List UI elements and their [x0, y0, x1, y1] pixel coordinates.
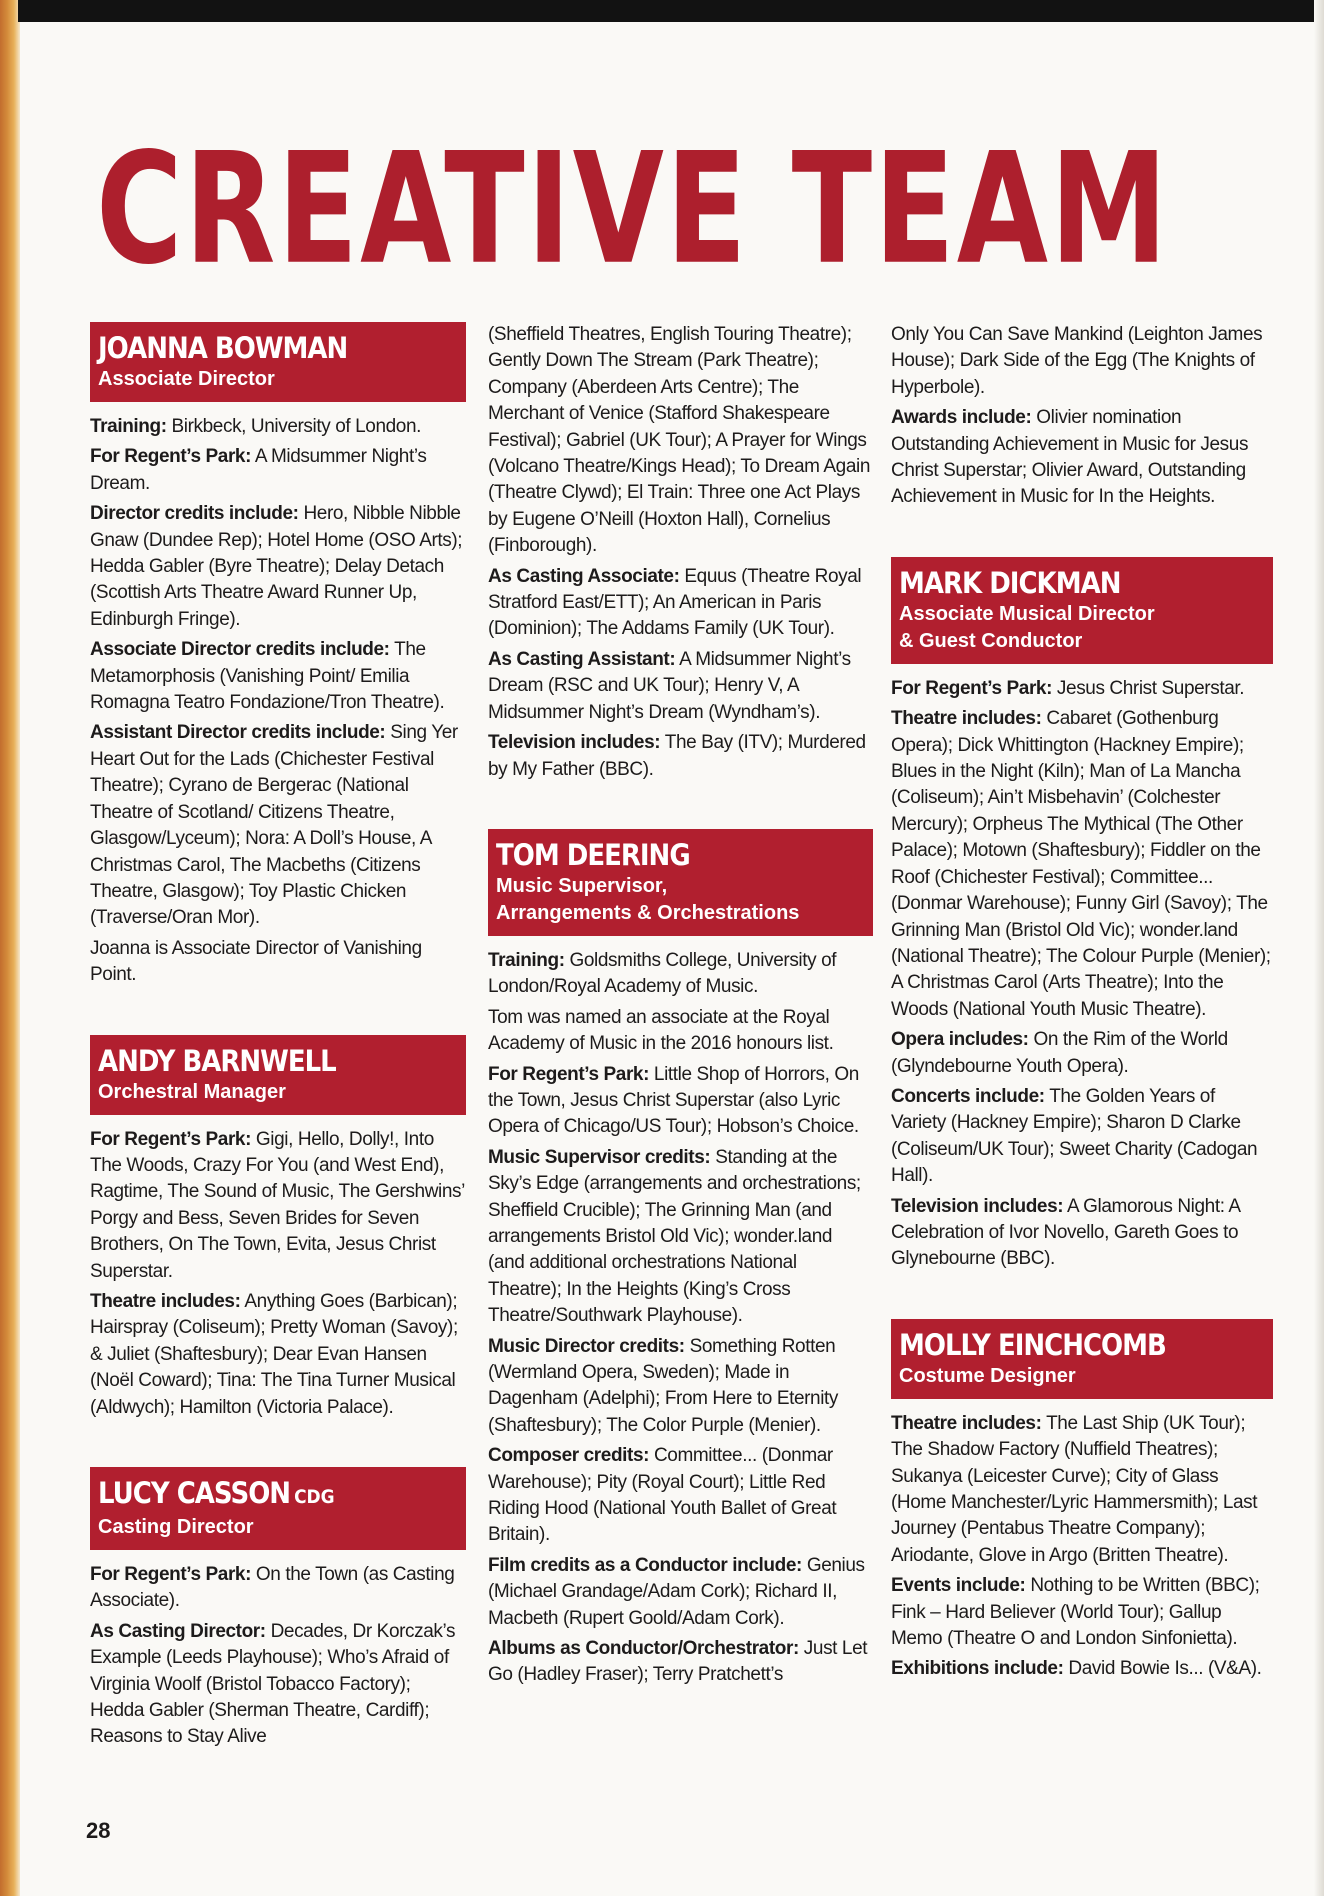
- bio-paragraph: Training: Birkbeck, University of London.: [90, 416, 422, 437]
- bio-role: Music Supervisor,: [496, 874, 668, 897]
- bio-paragraph: Television includes: A Glamorous Night: A Celebration of Ivor Novello, Gareth Goes to Glynebourne (BBC).: [891, 1195, 1240, 1270]
- bio-role: Associate Director: [98, 368, 275, 390]
- page-title: CREATIVE TEAM: [96, 118, 1170, 299]
- bio-tom-deering: [488, 829, 873, 1689]
- bio-paragraph: Joanna is Associate Director of Vanishing Point.: [90, 937, 422, 986]
- bio-paragraph: Assistant Director credits include: Sing Yer Heart Out for the Lads (Chichester Festival Theatre); Cyrano de Bergerac (National Theatre of Scotland/ Citizens Theatre, Glasgow/Lyceum); Nora: A Doll’s House, A Christmas Carol, The Macbeths (Citizens Theatre, Glasgow); Toy Plastic Chicken (Traverse/Oran Mor).: [90, 722, 458, 929]
- bio-paragraph: As Casting Assistant: A Midsummer Night’s Dream (RSC and UK Tour); Henry V, A Midsummer Night’s Dream (Wyndham’s).: [488, 648, 851, 723]
- bio-paragraph: Theatre includes: Anything Goes (Barbican); Hairspray (Coliseum); Pretty Woman (Savoy); & Juliet (Shaftesbury); Dear Evan Hansen (Noël Coward); Tina: The Tina Turner Musical (Aldwych); Hamilton (Victoria Palace).: [90, 1290, 458, 1418]
- bio-role: Arrangements & Orchestrations: [496, 901, 800, 924]
- bio-mark-dickman: [891, 557, 1273, 1273]
- bio-role: Costume Designer: [899, 1364, 1076, 1387]
- bio-paragraph: Only You Can Save Mankind (Leighton James House); Dark Side of the Egg (The Knights of Hyperbole).: [891, 324, 1263, 398]
- bio-paragraph: As Casting Director: Decades, Dr Korczak’s Example (Leeds Playhouse); Who’s Afraid of Virginia Woolf (Bristol Tobacco Factory); Hedda Gabler (Sherman Theatre, Cardiff); Reasons to Stay Alive: [90, 1620, 456, 1748]
- bio-header: [90, 1467, 466, 1550]
- bio-paragraph: For Regent’s Park: Little Shop of Horrors, On the Town, Jesus Christ Superstar (also Lyric Opera of Chicago/US Tour); Hobson’s Choice.: [488, 1063, 859, 1138]
- scan-top-edge: [18, 0, 1324, 22]
- bio-paragraph: Film credits as a Conductor include: Genius (Michael Grandage/Adam Cork); Richard II, Macbeth (Rupert Goold/Adam Cork).: [488, 1554, 865, 1629]
- bio-role: Casting Director: [98, 1516, 254, 1538]
- cdg-suffix: CDG: [294, 1485, 335, 1509]
- bio-lucy-casson: [90, 1467, 466, 1751]
- column-1: [90, 322, 466, 1755]
- bio-role: Orchestral Manager: [98, 1080, 286, 1103]
- bio-lucy-casson-continued: [488, 322, 873, 783]
- bio-paragraph: As Casting Associate: Equus (Theatre Royal Stratford East/ETT); An American in Paris (Dominion); The Addams Family (UK Tour).: [488, 565, 862, 640]
- bio-name: TOM DEERING: [496, 839, 690, 873]
- bio-paragraph: Events include: Nothing to be Written (BBC); Fink – Hard Believer (World Tour); Gallup Memo (Theatre O and London Sinfonietta).: [891, 1575, 1260, 1650]
- bio-name: ANDY BARNWELL: [98, 1044, 336, 1079]
- bio-name: LUCY CASSON CDG: [98, 1477, 335, 1511]
- column-2: [488, 322, 873, 1693]
- bio-header: [891, 557, 1273, 664]
- bio-paragraph: For Regent’s Park: Jesus Christ Superstar.: [891, 677, 1245, 699]
- bio-header: [90, 322, 466, 402]
- scan-right-edge: [1314, 0, 1324, 1896]
- bio-joanna-bowman: [90, 322, 466, 989]
- bio-role: & Guest Conductor: [899, 629, 1083, 652]
- bio-paragraph: Television includes: The Bay (ITV); Murdered by My Father (BBC).: [488, 732, 866, 780]
- bio-paragraph: Exhibitions include: David Bowie Is... (V&A).: [891, 1658, 1262, 1680]
- magazine-spine: [0, 0, 20, 1896]
- bio-name: JOANNA BOWMAN: [98, 332, 348, 366]
- column-3: [891, 322, 1273, 1687]
- bio-paragraph: Theatre includes: Cabaret (Gothenburg Opera); Dick Whittington (Hackney Empire); Blues in the Night (Kiln); Man of La Mancha (Coliseum); Ain’t Misbehavin’ (Colchester Mercury); Orpheus The Mythical (The Other Palace); Motown (Shaftesbury); Fiddler on the Roof (Chichester Festival); Committee... (Donmar Warehouse); Funny Girl (Savoy); The Grinning Man (Bristol Old Vic); wonder.land (National Theatre); The Colour Purple (Menier); A Christmas Carol (Arts Theatre); Into the Woods (National Youth Music Theatre).: [891, 708, 1271, 1020]
- bio-molly-einchcomb: [891, 1319, 1273, 1683]
- bio-paragraph: Tom was named an associate at the Royal Academy of Music in the 2016 honours list.: [488, 1006, 834, 1055]
- bio-paragraph: Music Supervisor credits: Standing at the Sky’s Edge (arrangements and orchestrations; Sheffield Crucible); The Grinning Man (and arrangements Bristol Old Vic); wonder.land (and additional orchestrations National Theatre); In the Heights (King’s Cross Theatre/Southwark Playhouse).: [488, 1146, 861, 1327]
- bio-paragraph: For Regent’s Park: Gigi, Hello, Dolly!, Into The Woods, Crazy For You (and West End), Ragtime, The Sound of Music, The Gershwins’ Porgy and Bess, Seven Brides for Seven Brothers, On The Town, Evita, Jesus Christ Superstar.: [90, 1128, 465, 1282]
- bio-header: [891, 1319, 1273, 1399]
- bio-paragraph: Director credits include: Hero, Nibble Nibble Gnaw (Dundee Rep); Hotel Home (OSO Arts); Hedda Gabler (Byre Theatre); Delay Detach (Scottish Arts Theatre Award Runner Up, Edinburgh Fringe).: [90, 503, 463, 630]
- bio-header: [90, 1035, 466, 1115]
- bio-paragraph: Awards include: Olivier nomination Outstanding Achievement in Music for Jesus Christ Superstar; Olivier Award, Outstanding Achievement in Music for In the Heights.: [891, 407, 1249, 508]
- bio-paragraph: Training: Goldsmiths College, University of London/Royal Academy of Music.: [488, 949, 837, 998]
- bio-andy-barnwell: [90, 1035, 466, 1421]
- bio-paragraph: Opera includes: On the Rim of the World (Glyndebourne Youth Opera).: [891, 1029, 1228, 1077]
- bio-paragraph: Composer credits: Committee... (Donmar Warehouse); Pity (Royal Court); Little Red Riding Hood (National Youth Ballet of Great Britain).: [488, 1445, 837, 1546]
- bio-paragraph: (Sheffield Theatres, English Touring Theatre); Gently Down The Stream (Park Theatre); Company (Aberdeen Arts Centre); The Merchant of Venice (Stafford Shakespeare Festival); Gabriel (UK Tour); A Prayer for Wings (Volcano Theatre/Kings Head); To Dream Again (Theatre Clywd); El Train: Three one Act Plays by Eugene O’Neill (Hoxton Hall), Cornelius (Finborough).: [488, 324, 870, 557]
- bio-role: Associate Musical Director: [899, 602, 1155, 625]
- bio-paragraph: Associate Director credits include: The Metamorphosis (Vanishing Point/ Emilia Romagna Teatro Fondazione/Tron Theatre).: [90, 639, 445, 714]
- bio-paragraph: For Regent’s Park: On the Town (as Casting Associate).: [90, 1564, 455, 1612]
- bio-paragraph: Theatre includes: The Last Ship (UK Tour); The Shadow Factory (Nuffield Theatres); Sukanya (Leicester Curve); City of Glass (Home Manchester/Lyric Hammersmith); Last Journey (Pentabus Theatre Company); Ariodante, Glove in Argo (Britten Theatre).: [891, 1412, 1258, 1566]
- bio-paragraph: For Regent’s Park: A Midsummer Night’s Dream.: [90, 446, 427, 494]
- bio-name: MOLLY EINCHCOMB: [899, 1328, 1166, 1363]
- bio-name: MARK DICKMAN: [899, 567, 1121, 601]
- bio-header: [488, 829, 873, 936]
- bio-tom-deering-continued: [891, 322, 1273, 511]
- bio-paragraph: Concerts include: The Golden Years of Variety (Hackney Empire); Sharon D Clarke (Coliseum/UK Tour); Sweet Charity (Cadogan Hall).: [891, 1085, 1258, 1187]
- bio-paragraph: Albums as Conductor/Orchestrator: Just Let Go (Hadley Fraser); Terry Pratchett’s: [488, 1638, 868, 1686]
- bio-paragraph: Music Director credits: Something Rotten (Wermland Opera, Sweden); Made in Dagenham (Adelphi); From Here to Eternity (Shaftesbury); The Color Purple (Menier).: [488, 1335, 839, 1436]
- page-number: 28: [86, 1818, 111, 1843]
